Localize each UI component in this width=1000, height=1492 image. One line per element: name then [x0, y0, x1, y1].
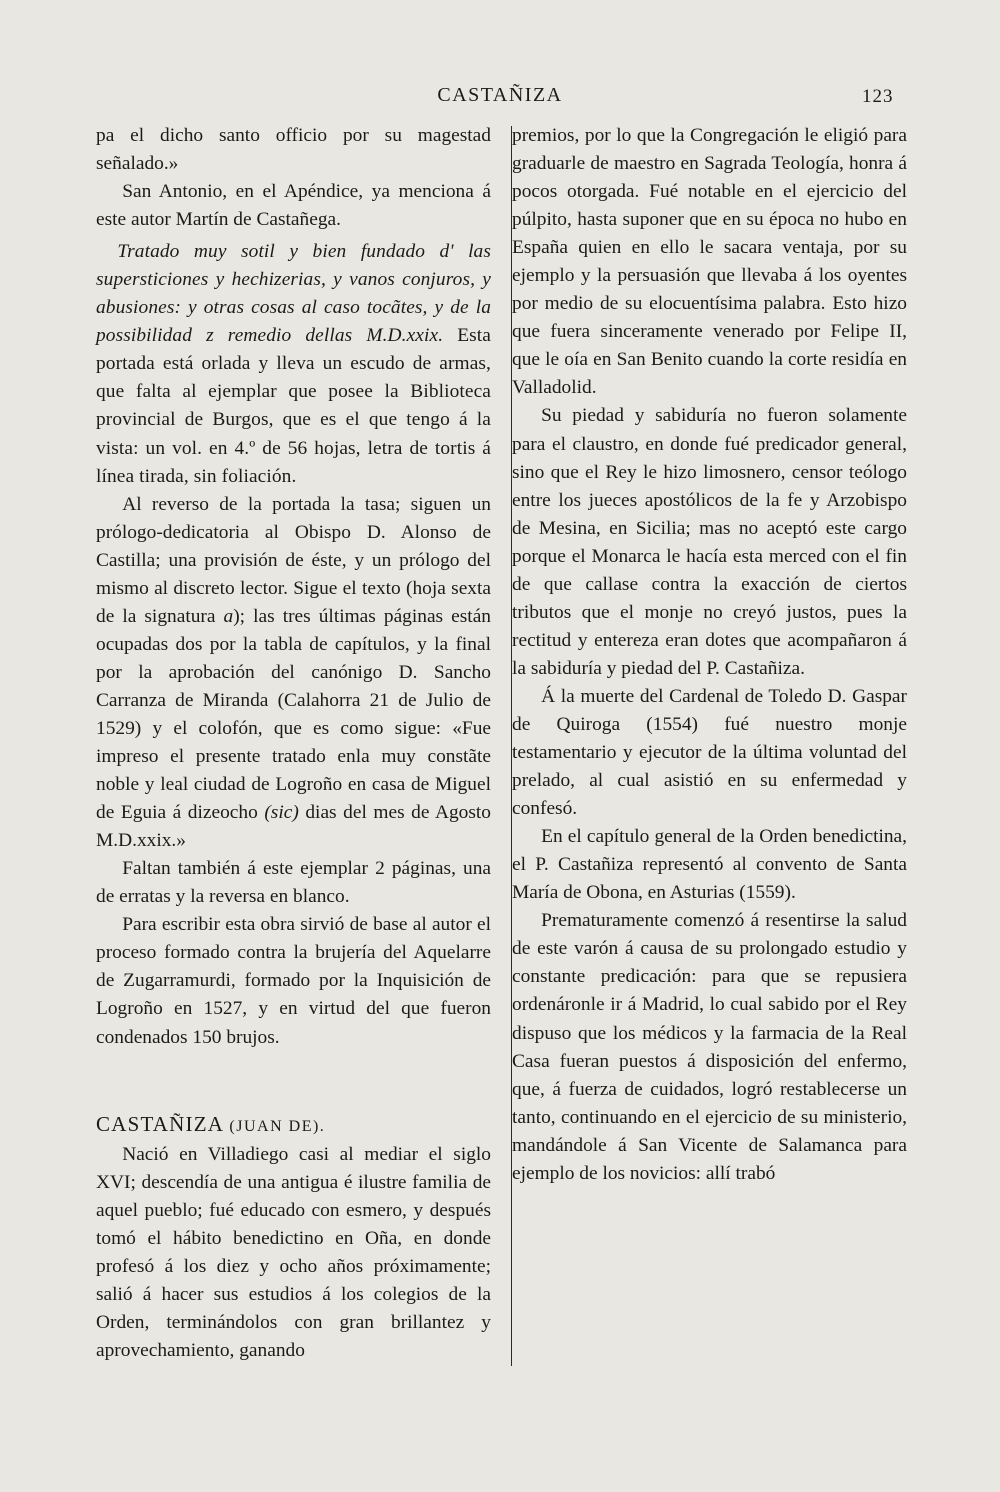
- contents-text-a: Al reverso de la portada la tasa; siguen un prólogo-dedicatoria al Obispo D. Alonso de Castilla; una provisión de éste, y un prólogo del mismo al discreto lector. Sigue el texto (hoja sexta de la signatura: [96, 493, 491, 627]
- entry-heading: [96, 1110, 491, 1141]
- bibliographic-entry: [96, 238, 491, 490]
- sic-note: (sic): [264, 802, 299, 824]
- paragraph-chapter: En el capítulo general de la Orden benedictina, el P. Castañiza representó al convento de Santa María de Obona, en Asturias (1559).: [512, 826, 907, 904]
- contents-text-b: ); las tres últimas páginas están ocupadas dos por la tabla de capítulos, y la final por la aprobación del canónigo D. Sancho Carranza de Miranda (Calahorra 21 de Julio de 1529) y el colofón, que es como sigue: «Fue impreso el presente tratado enla muy constãte noble y leal ciudad de Logroño en casa de Miguel de Eguia á dizeocho: [96, 605, 491, 824]
- paragraph-san-antonio: San Antonio, en el Apéndice, ya menciona á este autor Martín de Castañega.: [96, 181, 491, 231]
- signature-letter: a: [223, 605, 234, 627]
- book-title: Tratado muy sotil y bien fundado d' las supersticiones y hechizerias, y vanos conjuros, y abusiones: y otras cosas al caso tocãtes, y de la possibilidad z remedio dellas M.D.xxix.: [96, 241, 491, 347]
- paragraph-contents: [96, 491, 491, 856]
- right-column: [512, 122, 907, 1188]
- paragraph-continued: pa el dicho santo officio por su magestad señalado.»: [96, 125, 491, 175]
- paragraph-health: Prematuramente comenzó á resentirse la salud de este varón á causa de su prolongado estudio y constante predicación: para que se repusiera ordenáronle ir á Madrid, lo cual sabido por el Rey dispuso que los médicos y la farmacia de la Real Casa fueran puestos á disposición del enfermo, que, á fuerza de cuidados, logró restablecerse un tanto, continuando en el ejercicio de su ministerio, mandándole á San Vicente de Salamanca para ejemplo de los novicios: allí trabó: [512, 910, 907, 1184]
- running-title: CASTAÑIZA: [437, 84, 563, 106]
- paragraph-piety: Su piedad y sabiduría no fueron solamente para el claustro, en donde fué predicador general, sino que el Rey le hizo limosnero, censor teólogo entre los jueces apostólicos de la fe y Arzobispo de Mesina, en Sicilia; mas no aceptó este cargo porque el Monarca le hacía esta merced con el fin de que callase contra la exacción de ciertos tributos que el monje no creyó justos, pues la rectitud y entereza eran dotes que acompañaron á la sabiduría y piedad del P. Castañiza.: [512, 405, 907, 679]
- book-description: Esta portada está orlada y lleva un escudo de armas, que falta al ejemplar que posee la Biblioteca provincial de Burgos, que es el que tengo á la vista: un vol. en 4.º de 56 hojas, letra de tortis á línea tirada, sin foliación.: [96, 325, 492, 487]
- paragraph-missing-pages: Faltan también á este ejemplar 2 páginas, una de erratas y la reversa en blanco.: [96, 858, 491, 908]
- entry-surname: CASTAÑIZA: [96, 1111, 223, 1136]
- entry-given-name: (JUAN DE).: [229, 1117, 326, 1135]
- paragraph-source: Para escribir esta obra sirvió de base al autor el proceso formado contra la brujería del Aquelarre de Zugarramurdi, formado por la Inquisición de Logroño en 1527, y en virtud del que fueron condenados 150 brujos.: [96, 914, 491, 1048]
- page-number: 123: [862, 86, 894, 107]
- paragraph-cardinal: Á la muerte del Cardenal de Toledo D. Gaspar de Quiroga (1554) fué nuestro monje testamentario y ejecutor de la última voluntad del prelado, al cual asistió en su enfermedad y confesó.: [512, 685, 907, 820]
- left-column: [96, 122, 491, 1365]
- paragraph-biography-continued: premios, por lo que la Congregación le eligió para graduarle de maestro en Sagrada Teología, honra á pocos otorgada. Fué notable en el ejercicio del púlpito, hasta suponer que en su época no hubo en España quien en ello le sacara ventaja, por su ejemplo y la persuasión que llevaba á los oyentes por medio de su elocuentísima palabra. Esto hizo que fuera sinceramente venerado por Felipe II, que le oía en San Benito cuando la corte residía en Valladolid.: [512, 125, 907, 399]
- contents-text-c: dias del mes de Agosto M.D.xxix.»: [96, 802, 491, 852]
- paragraph-biography-start: Nació en Villadiego casi al mediar el siglo XVI; descendía de una antigua é ilustre familia de aquel pueblo; fué educado con esmero, y después tomó el hábito benedictino en Oña, en donde profesó á los diez y ocho años próximamente; salió á hacer sus estudios á los colegios de la Orden, terminándolos con gran brillantez y aprovechamiento, ganando: [96, 1143, 491, 1361]
